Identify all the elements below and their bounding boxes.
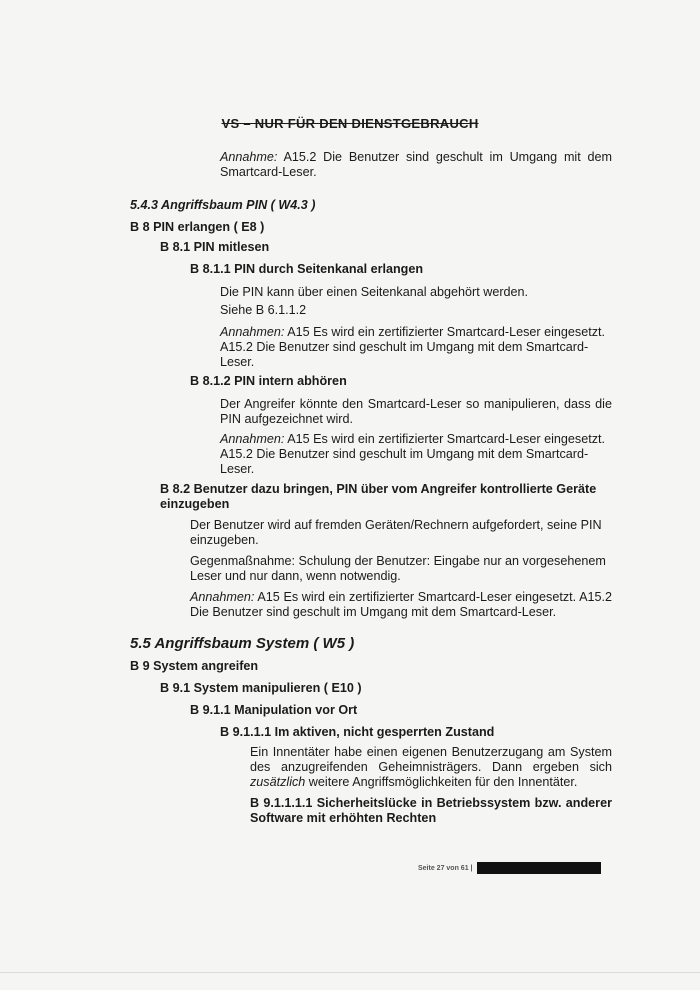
heading-b9-1-1: B 9.1.1 Manipulation vor Ort	[190, 703, 358, 717]
heading-b9-1: B 9.1 System manipulieren ( E10 )	[160, 681, 362, 695]
paragraph-b9-1-1-1	[250, 745, 612, 790]
reference-b8-1-1: Siehe B 6.1.1.2	[220, 303, 307, 317]
assumptions-text: A15 Es wird ein zertifizierter Smartcard-Leser eingesetzt. A15.2 Die Benutzer sind geschult im Umgang mit dem Smartcard-Leser.	[220, 432, 605, 476]
classification-header: VS – NUR FÜR DEN DIENSTGEBRAUCH	[221, 116, 479, 131]
heading-b9-1-1-1-1: B 9.1.1.1.1 Sicherheitslücke in Betriebssystem bzw. anderer Software mit erhöhten Rechten	[250, 796, 612, 825]
page-footer	[418, 862, 601, 874]
countermeasure-b8-2: Gegenmaßnahme: Schulung der Benutzer: Eingabe nur an vorgesehenem Leser und nur dann, wenn notwendig.	[190, 554, 606, 583]
heading-b8-1: B 8.1 PIN mitlesen	[160, 240, 270, 254]
assumptions-b8-1-1	[220, 325, 612, 370]
heading-b8-1-2: B 8.1.2 PIN intern abhören	[190, 374, 347, 388]
section-heading-5-5: 5.5 Angriffsbaum System ( W5 )	[130, 635, 355, 652]
section-heading-5-4-3: 5.4.3 Angriffsbaum PIN ( W4.3 )	[130, 198, 316, 212]
assumptions-label: Annahmen:	[220, 325, 285, 339]
scan-edge-line	[0, 972, 700, 973]
paragraph-part-b: weitere Angriffsmöglichkeiten für den Innentäter.	[305, 775, 578, 789]
assumptions-b8-1-2	[220, 432, 612, 477]
paragraph-b8-1-2: Der Angreifer könnte den Smartcard-Leser so manipulieren, dass die PIN aufgezeichnet wird.	[220, 397, 612, 426]
assumption-label: Annahme:	[220, 150, 278, 164]
page-number: Seite 27 von 61 |	[418, 864, 473, 872]
paragraph-b8-1-1: Die PIN kann über einen Seitenkanal abgehört werden.	[220, 285, 529, 299]
paragraph-b8-2: Der Benutzer wird auf fremden Geräten/Rechnern aufgefordert, seine PIN einzugeben.	[190, 518, 602, 547]
heading-b9-1-1-1: B 9.1.1.1 Im aktiven, nicht gesperrten Zustand	[220, 725, 495, 739]
assumptions-label: Annahmen:	[220, 432, 285, 446]
heading-b8-1-1: B 8.1.1 PIN durch Seitenkanal erlangen	[190, 262, 424, 276]
assumption-text: A15.2 Die Benutzer sind geschult im Umgang mit dem Smartcard-Leser.	[220, 150, 612, 179]
assumption-paragraph	[220, 150, 612, 180]
assumptions-label: Annahmen:	[190, 590, 255, 604]
heading-b8: B 8 PIN erlangen ( E8 )	[130, 220, 265, 234]
assumptions-b8-2	[190, 590, 612, 620]
paragraph-part-a: Ein Innentäter habe einen eigenen Benutzerzugang am System des anzugreifenden Geheimnisträgers. Dann ergeben sich	[250, 745, 612, 774]
heading-b8-2: B 8.2 Benutzer dazu bringen, PIN über vom Angreifer kontrollierte Geräte einzugeben	[160, 482, 597, 511]
assumptions-text: A15 Es wird ein zertifizierter Smartcard-Leser eingesetzt. A15.2 Die Benutzer sind geschult im Umgang mit dem Smartcard-Leser.	[190, 590, 612, 619]
paragraph-emphasis: zusätzlich	[250, 775, 306, 789]
redaction-bar	[477, 862, 601, 874]
heading-b9: B 9 System angreifen	[130, 659, 259, 673]
assumptions-text: A15 Es wird ein zertifizierter Smartcard-Leser eingesetzt. A15.2 Die Benutzer sind geschult im Umgang mit dem Smartcard-Leser.	[220, 325, 605, 369]
